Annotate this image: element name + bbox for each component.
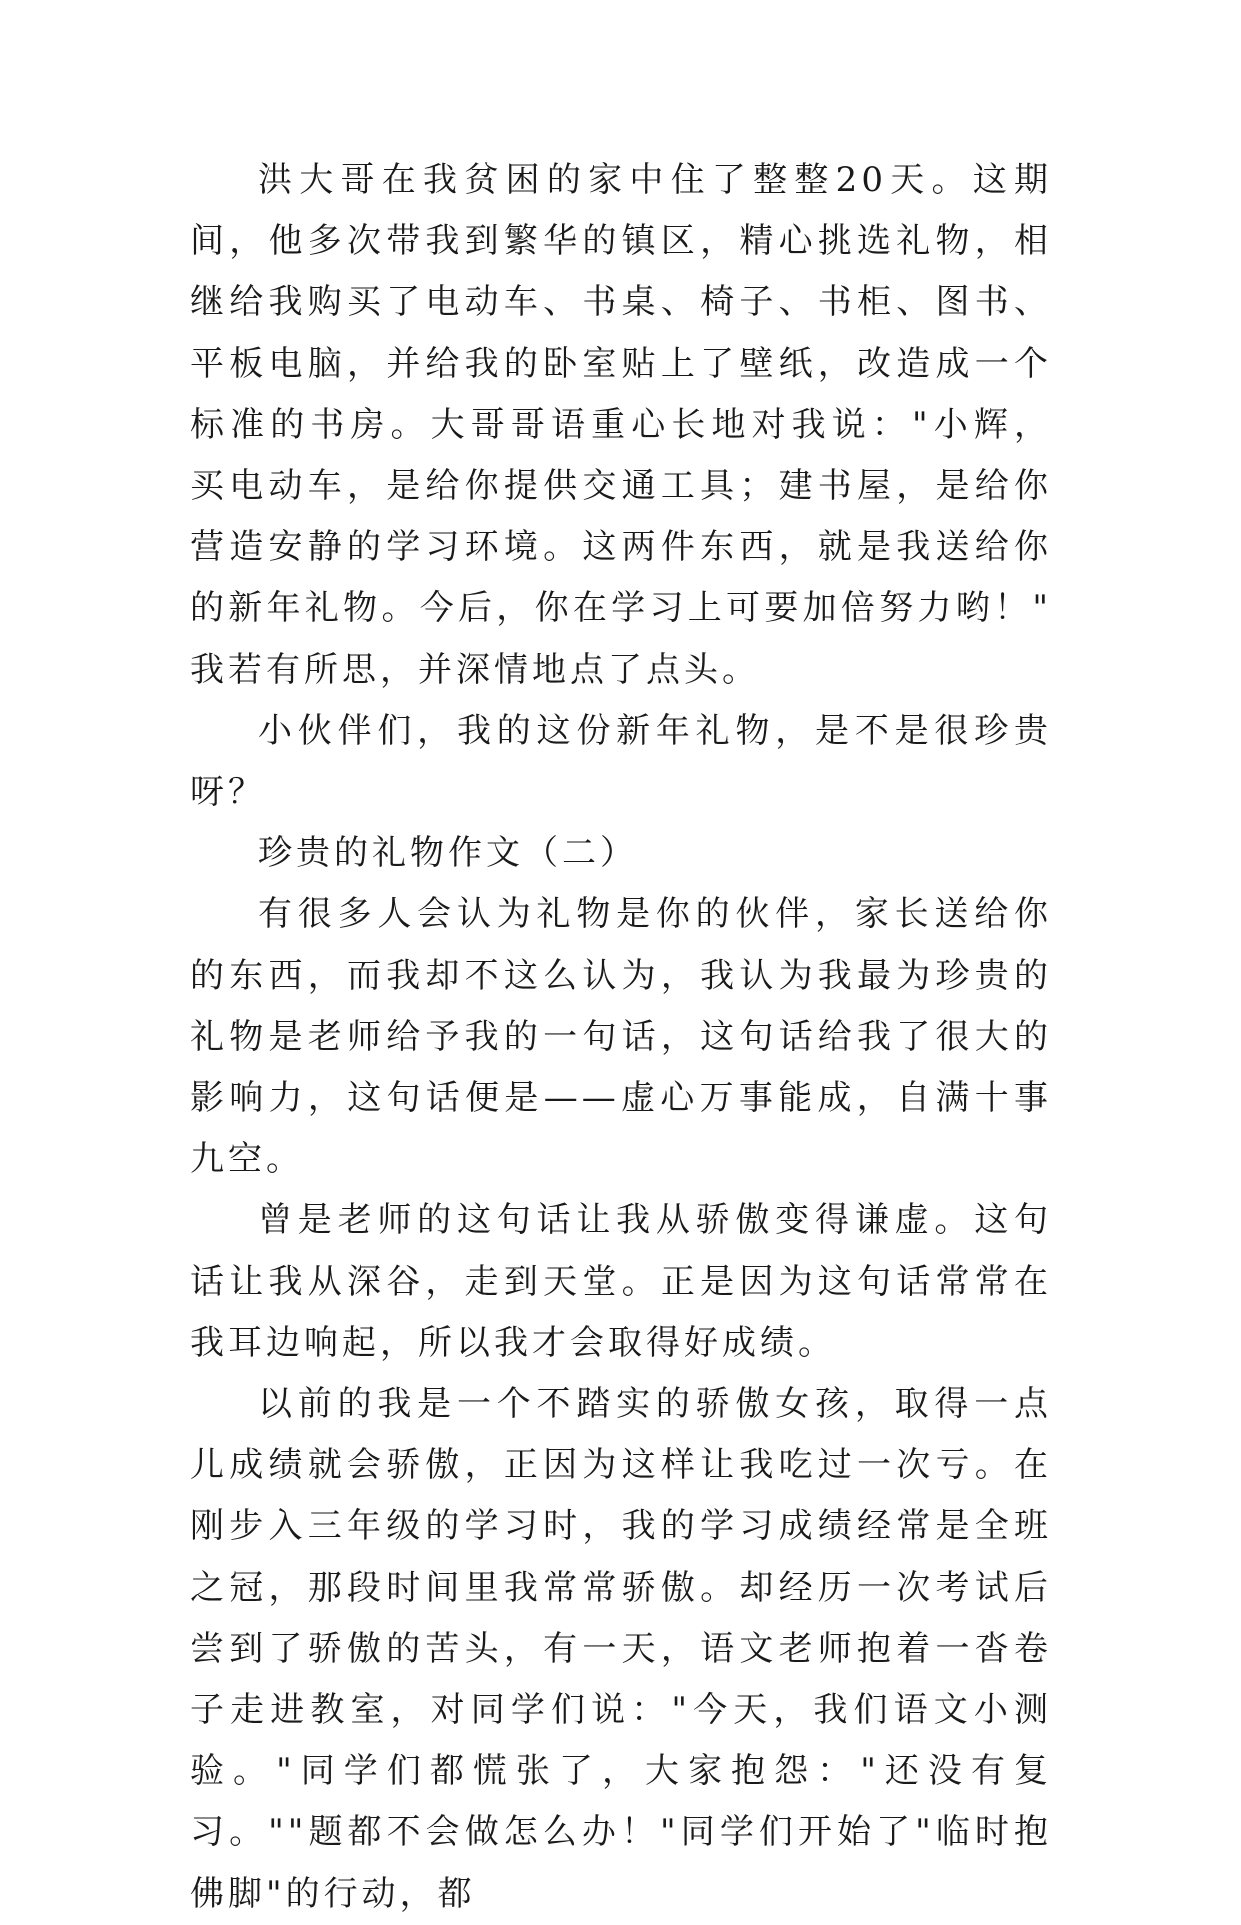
paragraph-4: 曾是老师的这句话让我从骄傲变得谦虚。这句话让我从深谷，走到天堂。正是因为这句话常常在我耳边响起，所以我才会取得好成绩。 (190, 1200, 1052, 1363)
paragraph-2: 小伙伴们，我的这份新年礼物，是不是很珍贵呀？ (190, 710, 1052, 813)
paragraph-5: 以前的我是一个不踏实的骄傲女孩，取得一点儿成绩就会骄傲，正因为这样让我吃过一次亏。在刚步入三年级的学习时，我的学习成绩经常是全班之冠，那段时间里我常常骄傲。却经历一次考试后尝到了骄傲的苦头，有一天，语文老师抱着一沓卷子走进教室，对同学们说："今天，我们语文小测验。"同学们都慌张了，大家抱怨："还没有复习。""题都不会做怎么办！"同学们开始了"临时抱佛脚"的行动，都 (190, 1384, 1052, 1914)
paragraph-3: 有很多人会认为礼物是你的伙伴，家长送给你的东西，而我却不这么认为，我认为我最为珍贵的礼物是老师给予我的一句话，这句话给我了很大的影响力，这句话便是——虚心万事能成，自满十事九空。 (190, 894, 1052, 1180)
section-heading: 珍贵的礼物作文（二） (258, 833, 638, 874)
document-page (190, 150, 1052, 1925)
paragraph-1: 洪大哥在我贫困的家中住了整整20天。这期间，他多次带我到繁华的镇区，精心挑选礼物，相继给我购买了电动车、书桌、椅子、书柜、图书、平板电脑，并给我的卧室贴上了壁纸，改造成一个标准的书房。大哥哥语重心长地对我说："小辉， 买电动车，是给你提供交通工具；建书屋，是给你营造安静的学习环境。这两件东西，就是我送给你的新年礼物。今后，你在学习上可要加倍努力哟！" 我若有所思，并深情地点了点头。 (190, 160, 1052, 690)
